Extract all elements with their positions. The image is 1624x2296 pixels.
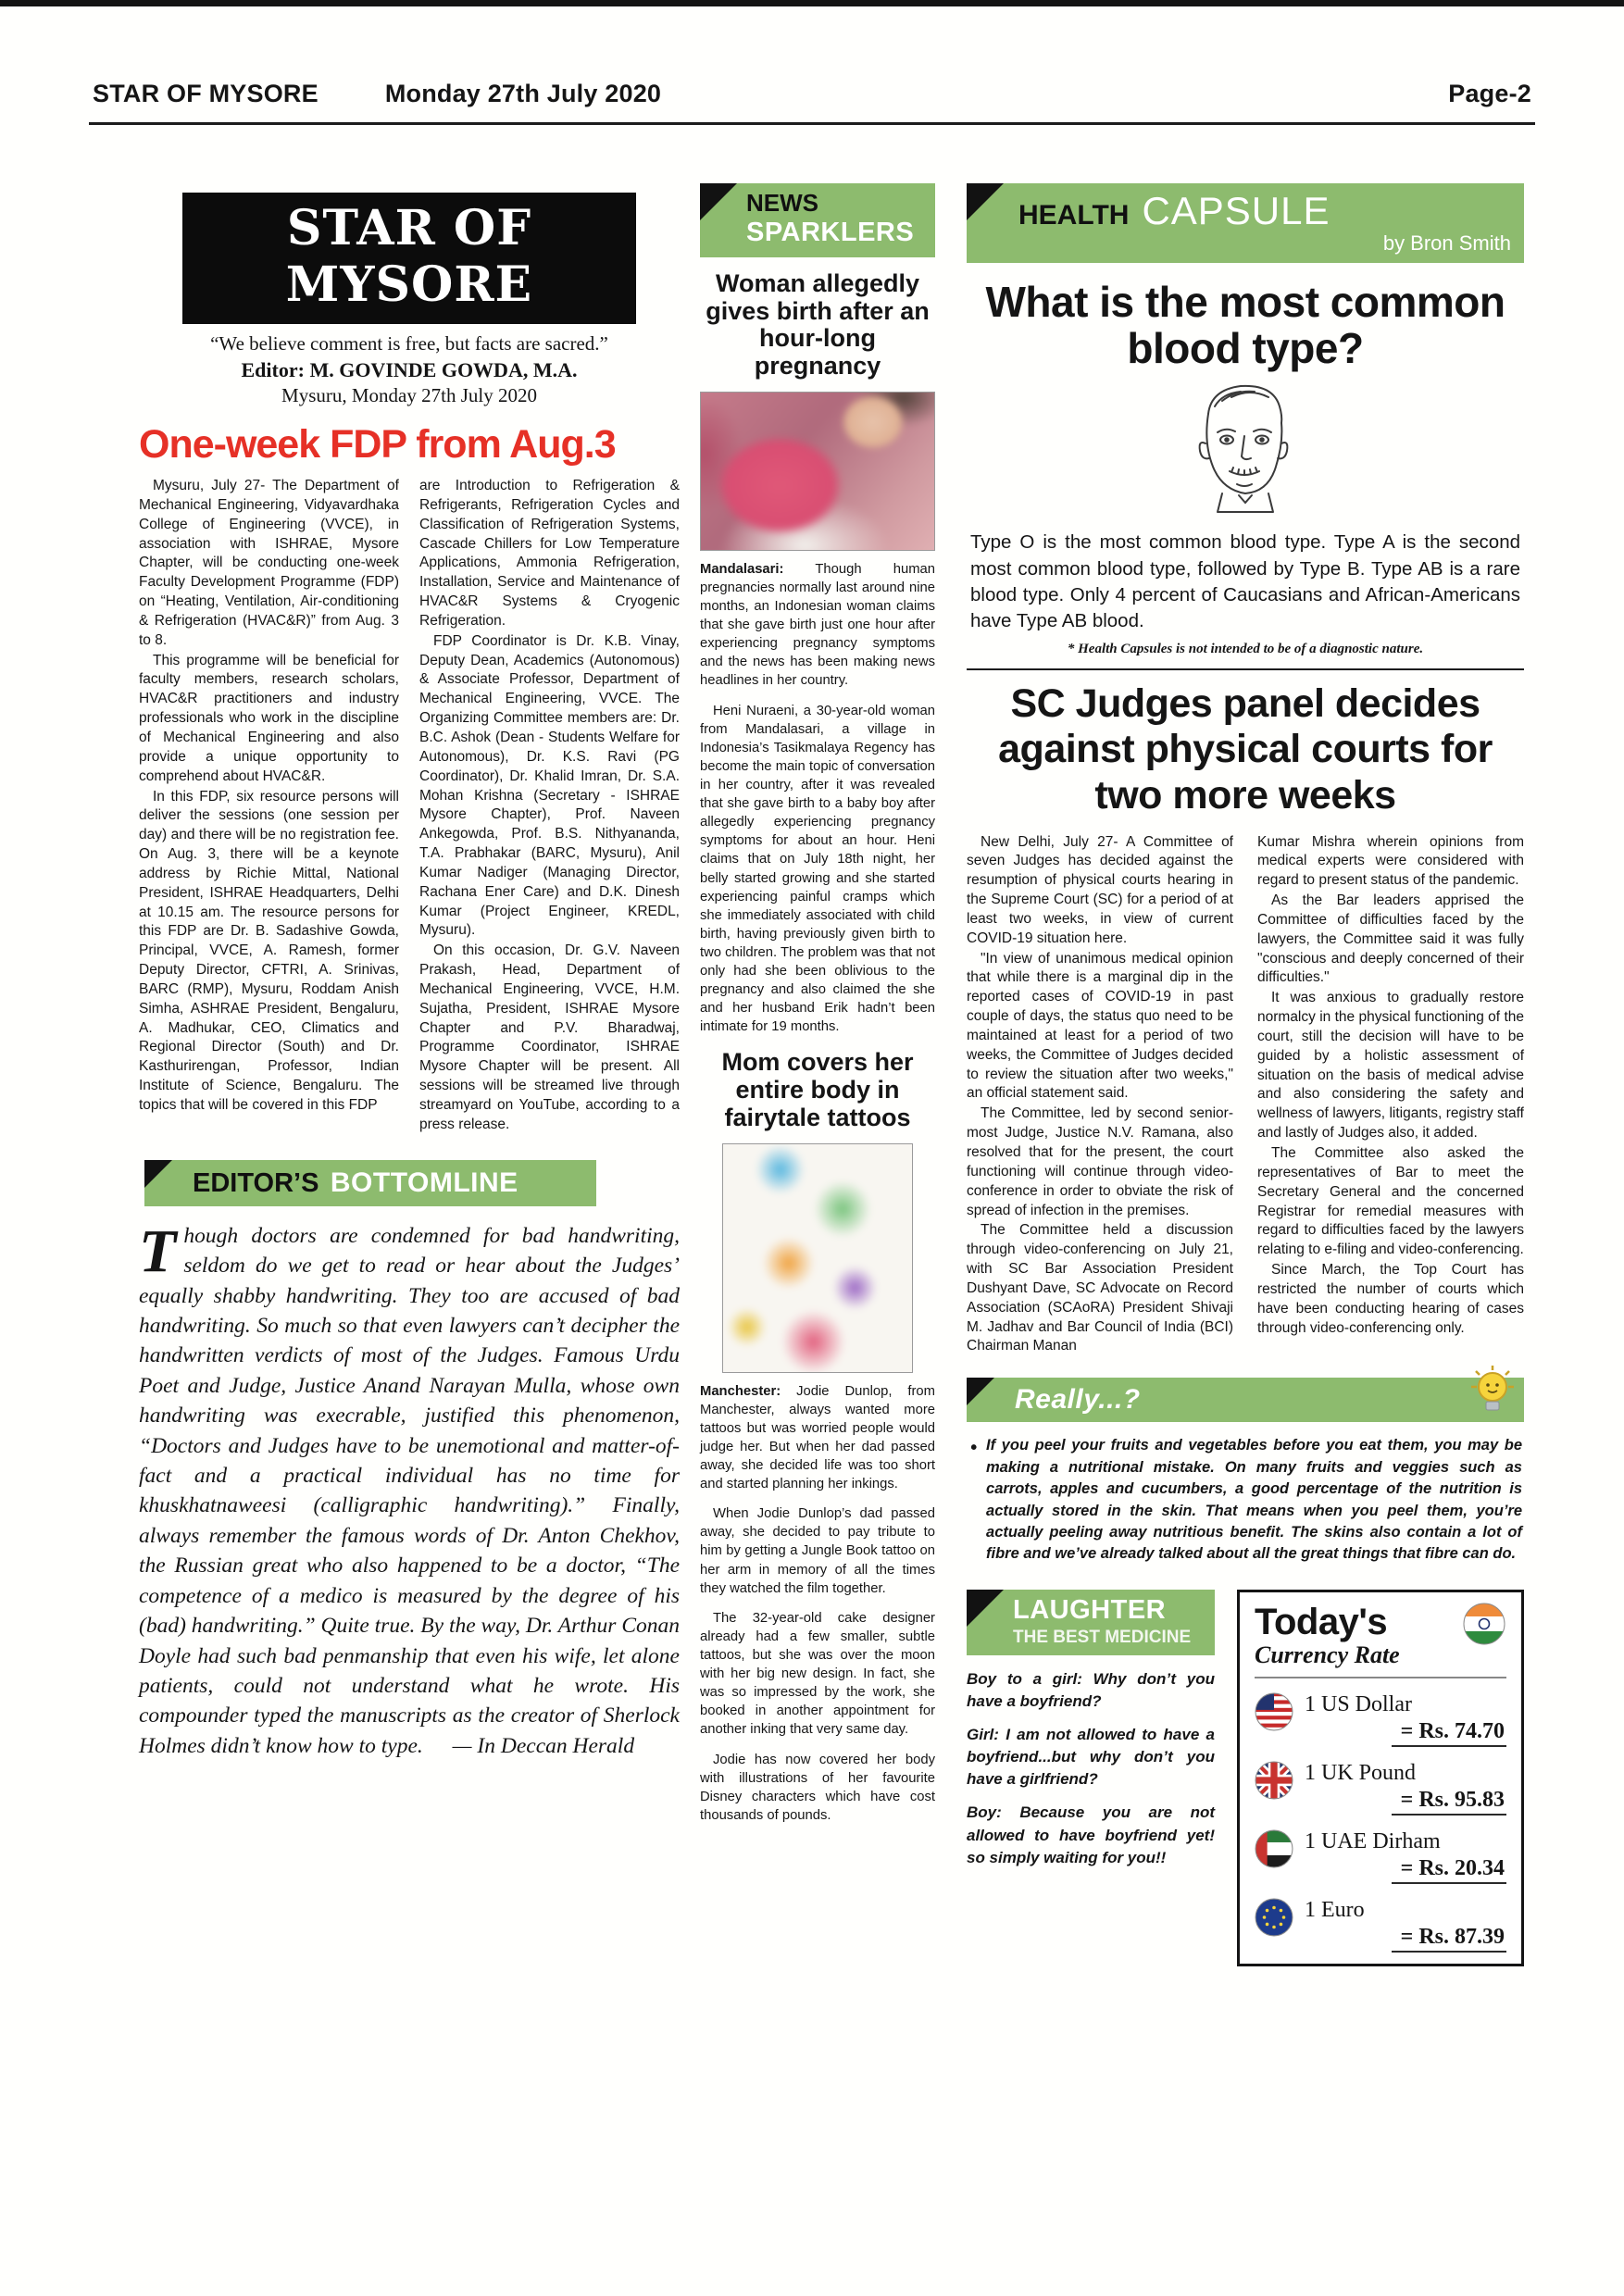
left-column <box>139 187 680 1761</box>
currency-name: 1 Euro <box>1305 1897 1365 1922</box>
us-flag-icon <box>1255 1692 1293 1731</box>
currency-header <box>1255 1602 1506 1678</box>
dateline-lead: Mandalasari: <box>700 561 784 577</box>
corner-wedge-icon <box>144 1160 172 1188</box>
running-header-paper-name: STAR OF MYSORE <box>93 80 319 107</box>
joke-line <box>967 1802 1215 1868</box>
currency-subtitle: Currency Rate <box>1255 1641 1400 1668</box>
currency-title: Today's <box>1255 1601 1388 1642</box>
photo-blur-layer <box>722 1143 913 1373</box>
joke-line <box>967 1668 1215 1713</box>
story1-body <box>700 560 935 1037</box>
health-answer: Type O is the most common blood type. Type A is the second most common blood type, followed by Type B. Type AB is a rare blood type. Only 4 percent of Caucasians and African-Americans have Type AB blood. <box>970 531 1520 632</box>
health-disclaimer: * Health Capsules is not intended to be of a diagnostic nature. <box>1067 642 1424 657</box>
sc-paragraph: Since March, the Top Court has restricted the number of courts which have been conducting hearing of cases through video-conferencing only. <box>1257 1262 1524 1336</box>
currency-row-usd <box>1255 1692 1506 1747</box>
sc-paragraph: "In view of unanimous medical opinion that while there is a marginal dip in the reported cases of COVID-19 in past couple of days, the status quo need to be maintained at least for a period of two weeks, the Committee of Judges decided to review the situation after two weeks," an official statement said. <box>967 950 1233 1102</box>
masthead-dateline: Mysuru, Monday 27th July 2020 <box>281 384 537 406</box>
sparklers-label: SPARKLERS <box>746 218 915 247</box>
woman-baby-photo <box>700 392 935 551</box>
health-capsule-title-row <box>1018 189 1511 233</box>
sc-paragraph: The Committee, led by second senior-most Judge, Justice N.V. Ramana, also resolved that for the present, the court functioning will continue through video- conference in order to obviate the risk of spread of infection in the premises. <box>967 1105 1233 1218</box>
india-flag-icon <box>1462 1602 1506 1646</box>
story2-paragraph: When Jodie Dunlop’s dad passed away, she decided to pay tribute to him by getting a Jungle Book tattoo on her arm in memory of all the times they watched the film together. <box>700 1506 935 1596</box>
joke-line-text: Why don’t you have a boyfriend? <box>967 1669 1215 1710</box>
fdp-paragraph: This programme will be beneficial for faculty members, research scholars, HVAC&R practitioners and industry professionals who work in the discipline of Mechanical Engineering and also provide a unique opportunity to comprehend about HVAC&R. <box>139 652 399 784</box>
fdp-article-column-2 <box>419 477 680 1136</box>
story2-caption <box>700 1382 935 1494</box>
tattoo-photo <box>722 1143 913 1373</box>
bottomline-credit: — In Deccan Herald <box>452 1733 635 1758</box>
laughter-sublabel: THE BEST MEDICINE <box>1013 1627 1192 1647</box>
corner-wedge-icon <box>967 1590 1004 1627</box>
light-bulb-icon <box>1467 1365 1518 1423</box>
sc-paragraph: New Delhi, July 27- A Committee of seven Judges has decided against the resumption of physical courts hearing in the Supreme Court (SC) for a period of at least two weeks, in view of current COVID-19 situation here. <box>967 833 1233 946</box>
story1-headline: Woman allegedly gives birth after an hour-long pregnancy <box>706 269 930 381</box>
health-label: HEALTH <box>1018 200 1130 231</box>
fdp-article-column-1 <box>139 477 399 1136</box>
story1-paragraph: Heni Nuraeni, a 30-year-old woman from Mandalasari, a village in Indonesia’s Tasikmalaya Regency has become the main topic of conversation in her country, after it was revealed that she gave birth to a baby boy after allegedly experiencing pregnancy symptoms for about an hour. Heni claims that on July 18th night, her belly started growing and she started experiencing painful cramps which she immediately associated with child birth, having previously given birth to two children. The problem was that not only had she been oblivious to the pregnancy and also claimed the she and her husband Erik hadn’t been intimate for 19 months. <box>700 703 935 1035</box>
drop-cap: T <box>139 1217 177 1285</box>
corner-wedge-icon <box>967 183 1004 220</box>
news-sparklers-column <box>700 183 935 1836</box>
joke-line-text: I am not allowed to have a boyfriend...but why don’t you have a girlfriend? <box>967 1726 1215 1789</box>
story2-paragraph: Jodie has now covered her body with illustrations of her favourite Disney characters which have cost thousands of pounds. <box>700 1752 935 1823</box>
laughter-label: LAUGHTER <box>1013 1594 1167 1625</box>
face-sketch-illustration <box>967 379 1524 522</box>
fdp-headline: One-week FDP from Aug.3 <box>139 422 616 467</box>
currency-row-eur <box>1255 1898 1506 1953</box>
news-sparklers-header <box>700 183 935 257</box>
currency-name: 1 US Dollar <box>1305 1691 1412 1716</box>
photo-blur-layer <box>700 392 935 551</box>
currency-rate: = Rs. 95.83 <box>1392 1788 1506 1816</box>
really-fact-text: If you peel your fruits and vegetables before you eat them, you may be making a nutritional mistake. On many fruits and veggies such as carrots, apples and cucumbers, a good percentage of the nutrition is actually stored in the skin. That means when you peel them, you’re actually peeling away nutritious benefit. The skins also contain a lot of fibre and we’ve already talked about all the great things that fibre can do. <box>986 1437 1522 1563</box>
currency-titles <box>1255 1602 1462 1669</box>
editors-label: EDITOR’S <box>193 1167 319 1198</box>
sc-article-column-1 <box>967 833 1233 1358</box>
fdp-paragraph: FDP Coordinator is Dr. K.B. Vinay, Deputy Dean, Academics (Autonomous) & Associate Professor, Department of Mechanical Engineering, VVCE. The Organizing Committee members are: Dr. B.C. Ashok (Dean - Students Welfare for Autonomous), Dr. K.S. Ravi (PG Coordinator), Dr. Khalid Imran, Dr. S.A. Mohan Krishna (Secretary - ISHRAE Mysore Chapter), Prof. Naveen Ankegowda, Prof. B.S. Nithyananda, T.A. Prabhakar (BARC, Mysuru), Anil Kumar Nadiger (Managing Director, Rachana Ener Care) and D.K. Dinesh Kumar (Project Engineer, KREDL, Mysuru). <box>419 632 680 939</box>
story1-caption <box>700 560 935 691</box>
sc-paragraph: The Committee held a discussion through video-conferencing on July 21, with SC Bar Association President Dushyant Dave, SC Advocate on Record Association (SCAoRA) President Shivaji M. Jadhav and Bar Council of India (BCI) Chairman Manan <box>967 1222 1233 1354</box>
joke-line-text: Because you are not allowed to have boyfriend yet! so simply waiting for you!! <box>967 1803 1215 1866</box>
corner-wedge-icon <box>967 1378 994 1405</box>
bottom-row <box>967 1590 1524 1966</box>
masthead-quote: “We believe comment is free, but facts are sacred.” <box>210 332 608 355</box>
page-top-edge <box>0 0 1624 6</box>
running-header-date: Monday 27th July 2020 <box>384 80 662 107</box>
corner-wedge-icon <box>700 183 737 220</box>
bottomline-label: BOTTOMLINE <box>330 1167 518 1198</box>
caption-text: Jodie Dunlop, from Manchester, always wanted more tattoos but was worried people would judge her. But when her dad passed away, she decided life was too short and started planning her inkings. <box>700 1383 935 1492</box>
fdp-paragraph: In this FDP, six resource persons will deliver the sessions (one session per day) and there will be no registration fee. On Aug. 3, there will be a keynote address by Richie Mittal, National President, ISHRAE Headquarters, Delhi at 10.15 am. The resource persons for this FDP are Dr. B. Sadashive Gowda, Principal, VVCE, A. Ramesh, former Deputy Director, CFTRI, A. Srinivas, BARC (RMP), Mysuru, Roddam Anish Simha, ASHRAE President, Bengaluru, A. Madhukar, CEO, Climatics and Regional Director (South) and Dr. Kasthurirengan, Professor, Indian Institute of Science, Bengaluru. The topics that will be covered in this FDP <box>139 788 399 1113</box>
header-rule <box>89 122 1535 125</box>
fdp-article <box>139 477 680 1136</box>
masthead-editor-line: Editor: M. GOVINDE GOWDA, M.A. <box>241 358 578 381</box>
really-label: Really...? <box>1015 1384 1141 1416</box>
story2-headline: Mom covers her entire body in fairytale tattoos <box>721 1048 914 1131</box>
joke-speaker: Boy: <box>967 1803 1002 1822</box>
right-column <box>967 183 1524 1966</box>
editors-bottomline-text <box>139 1217 680 1762</box>
currency-info <box>1305 1829 1506 1884</box>
eu-flag-icon <box>1255 1898 1293 1937</box>
running-header <box>93 80 1531 108</box>
fdp-paragraph: Mysuru, July 27- The Department of Mechanical Engineering, Vidyavardhaka College of Engineering (VVCE), in association with ISHRAE, Mysore Chapter, will be conducting one-week Faculty Development Programme (FDP) on “Heating, Ventilation, Air-conditioning & Refrigeration (HVAC&R)” from Aug. 3 to 8. <box>139 478 399 648</box>
story2-body <box>700 1382 935 1825</box>
sc-paragraph: The Committee also asked the representatives of Bar to meet the Secretary General and the concerned Registrar for remedial measures with regard to difficulties faced by the lawyers relating to e-filing and video-conferencing. <box>1257 1145 1524 1258</box>
laughter-header <box>967 1590 1215 1655</box>
news-label: NEWS <box>746 189 818 217</box>
currency-rate: = Rs. 87.39 <box>1392 1925 1506 1953</box>
currency-info <box>1305 1692 1506 1747</box>
currency-rate: = Rs. 20.34 <box>1392 1856 1506 1884</box>
sc-paragraph: It was anxious to gradually restore normalcy in the physical functioning of the court, still the decision will have to be guided by a holistic assessment of situation on the basis of medical advise and also considering the safety and wellness of lawyers, litigants, registry staff and lastly of Judges also, it added. <box>1257 990 1524 1142</box>
fdp-paragraph: On this occasion, Dr. G.V. Naveen Prakash, Head, Department of Mechanical Engineering, VVCE, H.M. Sujatha, President, ISHRAE Mysore Chapter and P.V. Bharadwaj, Programme Coordinator, ISHRAE Mysore Chapter will be present. All sessions will be streamed live through streamyard on YouTube, according to a press release. <box>419 942 680 1132</box>
currency-name: 1 UAE Dirham <box>1305 1828 1441 1853</box>
joke-speaker: Girl: <box>967 1726 999 1744</box>
health-question: What is the most common blood type? <box>985 278 1505 372</box>
currency-row-gbp <box>1255 1761 1506 1816</box>
currency-row-aed <box>1255 1829 1506 1884</box>
currency-info <box>1305 1898 1506 1953</box>
currency-name: 1 UK Pound <box>1305 1760 1417 1785</box>
sc-paragraph: Kumar Mishra wherein opinions from medical experts were considered with regard to present status of the pandemic. <box>1257 833 1524 889</box>
health-capsule-header <box>967 183 1524 263</box>
uk-flag-icon <box>1255 1761 1293 1800</box>
joke-line <box>967 1724 1215 1791</box>
story2-paragraph: The 32-year-old cake designer already had a few smaller, subtle tattoos, but she was over the moon with her big new design. In fact, she was so impressed by the work, she booked in another appointment for another inking that very same day. <box>700 1610 935 1738</box>
capsule-label: CAPSULE <box>1142 189 1330 232</box>
health-capsule-byline: by Bron Smith <box>1382 231 1511 255</box>
fdp-paragraph: are Introduction to Refrigeration & Refrigerants, Refrigeration Cycles and Classification of Refrigeration Systems, Cascade Chillers for Low Temperature Applications, Ammonia Refrigeration, Installation, Service and Maintenance of HVAC&R Systems & Cryogenic Refrigeration. <box>419 478 680 629</box>
masthead-title: STAR OF MYSORE <box>285 200 533 313</box>
sc-paragraph: As the Bar leaders apprised the Committee of difficulties faced by the lawyers, the Committee said it was fully "conscious and deeply concerned of their difficulties." <box>1257 892 1524 986</box>
dateline-lead: Manchester: <box>700 1383 781 1399</box>
bottomline-body: hough doctors are condemned for bad handwriting, seldom do we get to read or hear about the Judges’ equally shabby handwriting. They too are accused of bad handwriting. So much so that even lawyers can’t decipher the handwritten verdicts of most of the Judges. Famous Urdu Poet and Judge, Justice Anand Narayan Mulla, whose own handwriting was execrable, justified this phenomenon, “Doctors and Judges have to be unemotional and matter-of-fact and a practical individual has no time for khuskhatnaweesi (calligraphic handwriting).” Finally, always remember the famous words of Dr. Anton Chekhov, the Russian great who also happened to be a doctor, “The competence of a medico is measured by the degree of his (bad) handwriting.” Quite true. By the way, Dr. Arthur Conan Doyle had such bad penmanship that even his wife, let alone patients, could not understand what he wrote. His compounder typed the manuscripts as the creator of Sherlock Holmes didn’t know how to type. <box>139 1223 680 1758</box>
running-header-page-number: Page-2 <box>1448 80 1531 107</box>
masthead <box>182 193 636 324</box>
joke-speaker: Boy to a girl: <box>967 1669 1082 1688</box>
joke-text <box>967 1668 1215 1869</box>
currency-info <box>1305 1761 1506 1816</box>
man-face-sketch-icon <box>1167 379 1324 518</box>
section-divider <box>967 668 1524 670</box>
laughter-section <box>967 1590 1215 1880</box>
currency-rate-box <box>1237 1590 1524 1966</box>
really-header <box>967 1378 1524 1422</box>
caption-text: Though human pregnancies normally last around nine months, an Indonesian woman claims that she gave birth just one hour after experiencing pregnancy symptoms and the news has been making news headlines in her country. <box>700 561 936 689</box>
uae-flag-icon <box>1255 1829 1293 1868</box>
sc-article <box>967 833 1524 1358</box>
sc-article-column-2 <box>1257 833 1524 1358</box>
sc-headline: SC Judges panel decides against physical courts for two more weeks <box>998 681 1493 817</box>
bullet-marker: • <box>970 1438 978 1459</box>
currency-rate: = Rs. 74.70 <box>1392 1719 1506 1747</box>
editors-bottomline-header <box>144 1160 596 1206</box>
really-fact <box>968 1435 1522 1566</box>
